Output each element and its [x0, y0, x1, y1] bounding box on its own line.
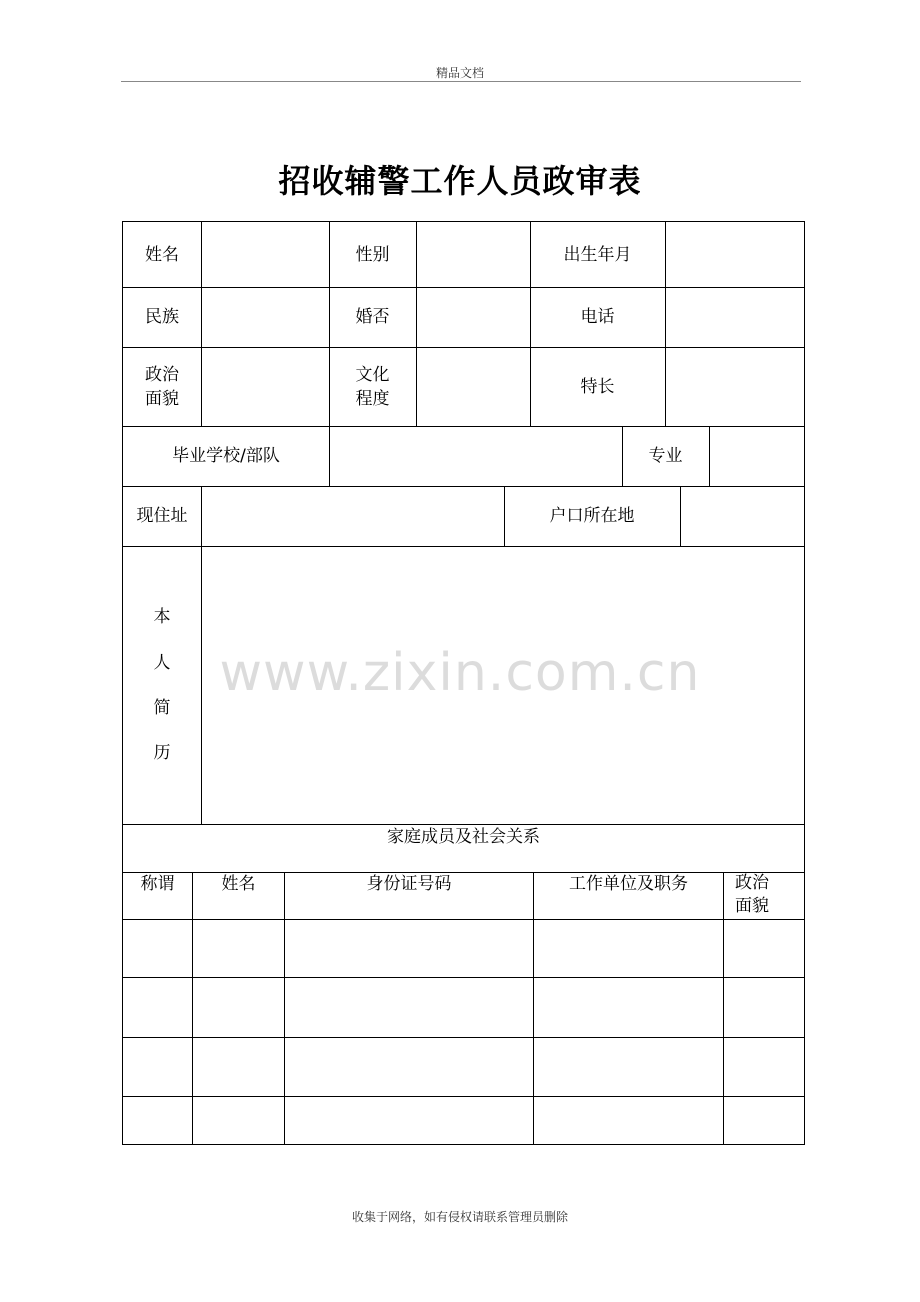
- table-row: [123, 1097, 804, 1144]
- address-field[interactable]: [202, 486, 504, 546]
- phone-field[interactable]: [666, 287, 804, 347]
- family-work-cell[interactable]: [534, 1038, 723, 1096]
- family-work-cell[interactable]: [534, 1097, 723, 1144]
- major-label: 专业: [648, 446, 683, 466]
- political-label-line: 政治: [145, 364, 179, 385]
- family-header-political-line: 政治: [735, 873, 769, 893]
- resume-label-char: 简: [153, 698, 171, 718]
- ethnicity-field[interactable]: [202, 287, 329, 347]
- major-field[interactable]: [710, 426, 804, 486]
- family-work-cell[interactable]: [534, 920, 723, 977]
- ethnicity-label: 民族: [145, 307, 179, 327]
- family-name-cell[interactable]: [193, 920, 284, 977]
- family-relation-cell[interactable]: [123, 920, 192, 977]
- birth-field[interactable]: [666, 222, 804, 287]
- specialty-field[interactable]: [666, 347, 804, 426]
- family-political-cell[interactable]: [724, 978, 804, 1037]
- family-header-political-line: 面貌: [735, 896, 769, 916]
- education-label-line: 程度: [355, 388, 390, 409]
- header-divider: [121, 81, 801, 82]
- resume-label-char: 本: [153, 607, 171, 627]
- family-header-name: 姓名: [221, 874, 256, 894]
- school-label: 毕业学校/部队: [172, 446, 280, 466]
- family-political-cell[interactable]: [724, 1097, 804, 1144]
- family-name-cell[interactable]: [193, 1038, 284, 1096]
- gender-field[interactable]: [417, 222, 530, 287]
- political-label: [123, 347, 201, 426]
- family-header-political: [724, 872, 780, 919]
- family-id-cell[interactable]: [285, 978, 533, 1037]
- page-title: 招收辅警工作人员政审表: [278, 162, 642, 200]
- education-field[interactable]: [417, 347, 530, 426]
- birth-label: 出生年月: [563, 244, 632, 265]
- name-label: 姓名: [145, 244, 179, 265]
- family-header-relation: 称谓: [140, 874, 175, 894]
- family-header-id-number: 身份证号码: [366, 874, 452, 894]
- education-label-line: 文化: [355, 364, 390, 385]
- watermark: www.zixin.com.cn: [219, 643, 701, 703]
- name-field[interactable]: [202, 222, 329, 287]
- page-header: 精品文档: [435, 66, 484, 80]
- school-field[interactable]: [330, 426, 622, 486]
- family-name-cell[interactable]: [193, 1097, 284, 1144]
- political-label-line: 面貌: [145, 388, 179, 409]
- resume-label-char: 历: [153, 743, 171, 763]
- family-political-cell[interactable]: [724, 920, 804, 977]
- political-field[interactable]: [202, 347, 329, 426]
- table-row: [123, 978, 804, 1037]
- phone-label: 电话: [580, 307, 615, 327]
- family-header-work-unit: 工作单位及职务: [569, 874, 688, 894]
- page-footer: 收集于网络，如有侵权请联系管理员删除: [351, 1210, 568, 1224]
- resume-label-char: 人: [153, 653, 171, 673]
- family-name-cell[interactable]: [193, 978, 284, 1037]
- education-label: [329, 347, 416, 426]
- family-id-cell[interactable]: [285, 1038, 533, 1096]
- family-id-cell[interactable]: [285, 920, 533, 977]
- family-section-title: 家庭成员及社会关系: [387, 827, 540, 847]
- address-label: 现住址: [136, 506, 188, 526]
- hukou-field[interactable]: [681, 486, 804, 546]
- gender-label: 性别: [355, 244, 390, 265]
- specialty-label: 特长: [580, 376, 615, 397]
- hukou-label: 户口所在地: [549, 506, 635, 526]
- table-row: [123, 920, 804, 977]
- family-relation-cell[interactable]: [123, 1038, 192, 1096]
- marital-label: 婚否: [355, 307, 390, 327]
- family-id-cell[interactable]: [285, 1097, 533, 1144]
- marital-field[interactable]: [417, 287, 530, 347]
- family-relation-cell[interactable]: [123, 978, 192, 1037]
- family-relation-cell[interactable]: [123, 1097, 192, 1144]
- family-political-cell[interactable]: [724, 1038, 804, 1096]
- table-row: [123, 1038, 804, 1096]
- family-work-cell[interactable]: [534, 978, 723, 1037]
